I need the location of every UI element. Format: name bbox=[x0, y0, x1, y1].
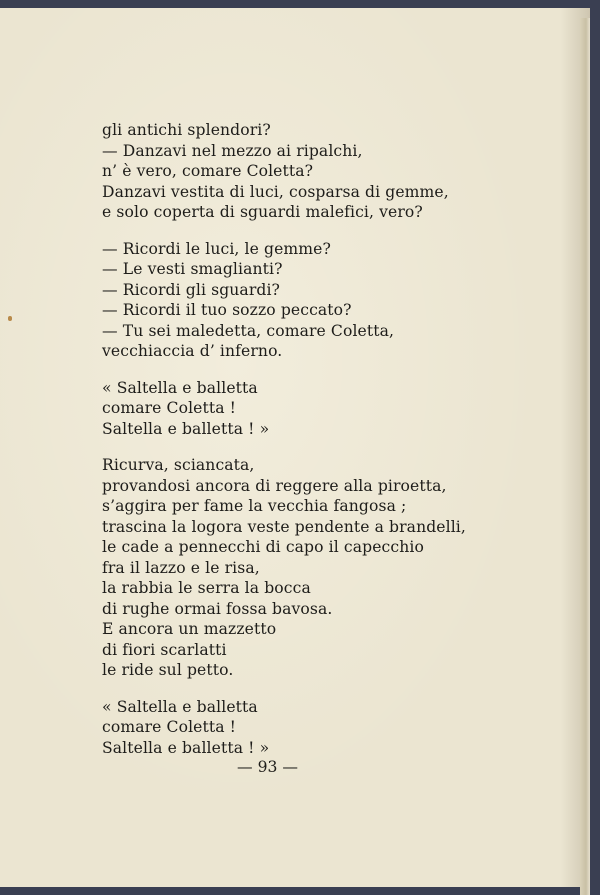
verse-line: vecchiaccia d’ inferno. bbox=[102, 342, 283, 360]
page-number: — 93 — bbox=[237, 758, 298, 776]
verse-line: Ricurva, sciancata, bbox=[102, 456, 255, 474]
verse-line: n’ è vero, comare Coletta? bbox=[102, 162, 314, 180]
verse-line: e solo coperta di sguardi malefici, vero? bbox=[102, 203, 423, 221]
verse-line: « Saltella e balletta bbox=[102, 697, 258, 716]
verse-line: — Tu sei maledetta, comare Coletta, bbox=[102, 321, 395, 340]
verse-line: — Ricordi le luci, le gemme? bbox=[102, 239, 331, 258]
stanza-2 bbox=[102, 239, 442, 362]
stanza-1 bbox=[102, 120, 449, 223]
verse-line: comare Coletta ! bbox=[102, 399, 237, 417]
verse-line: — Le vesti smaglianti? bbox=[102, 260, 283, 278]
verse-line: provandosi ancora di reggere alla piroetta, bbox=[102, 476, 447, 495]
verse-line: le cade a pennecchi di capo il capecchio bbox=[102, 538, 424, 556]
poem-text bbox=[102, 120, 466, 774]
verse-line: gli antichi splendori? bbox=[102, 121, 271, 139]
stanza-4 bbox=[102, 455, 466, 681]
verse-line: la rabbia le serra la bocca bbox=[102, 579, 311, 597]
verse-line: s’aggira per fame la vecchia fangosa ; bbox=[102, 497, 407, 515]
verse-line: trascina la logora veste pendente a brandelli, bbox=[102, 517, 466, 536]
verse-line: Danzavi vestita di luci, cosparsa di gemme, bbox=[102, 182, 449, 201]
verse-line: Saltella e balletta ! » bbox=[102, 419, 270, 438]
verse-line: « Saltella e balletta bbox=[102, 378, 258, 397]
book-page bbox=[0, 8, 590, 887]
verse-line: le ride sul petto. bbox=[102, 661, 234, 679]
verse-line: — Ricordi il tuo sozzo peccato? bbox=[102, 301, 352, 319]
stanza-3-refrain bbox=[102, 378, 442, 440]
verse-line: Saltella e balletta ! » bbox=[102, 738, 270, 757]
page-mark bbox=[8, 316, 12, 321]
verse-line: di fiori scarlatti bbox=[102, 640, 227, 659]
verse-line: E ancora un mazzetto bbox=[102, 620, 277, 638]
verse-line: — Ricordi gli sguardi? bbox=[102, 280, 281, 299]
stanza-5-refrain bbox=[102, 697, 442, 759]
verse-line: comare Coletta ! bbox=[102, 718, 237, 736]
verse-line: di rughe ormai fossa bavosa. bbox=[102, 599, 333, 618]
verse-line: fra il lazzo e le risa, bbox=[102, 558, 260, 577]
verse-line: — Danzavi nel mezzo ai ripalchi, bbox=[102, 141, 363, 160]
page-edge bbox=[580, 18, 590, 895]
